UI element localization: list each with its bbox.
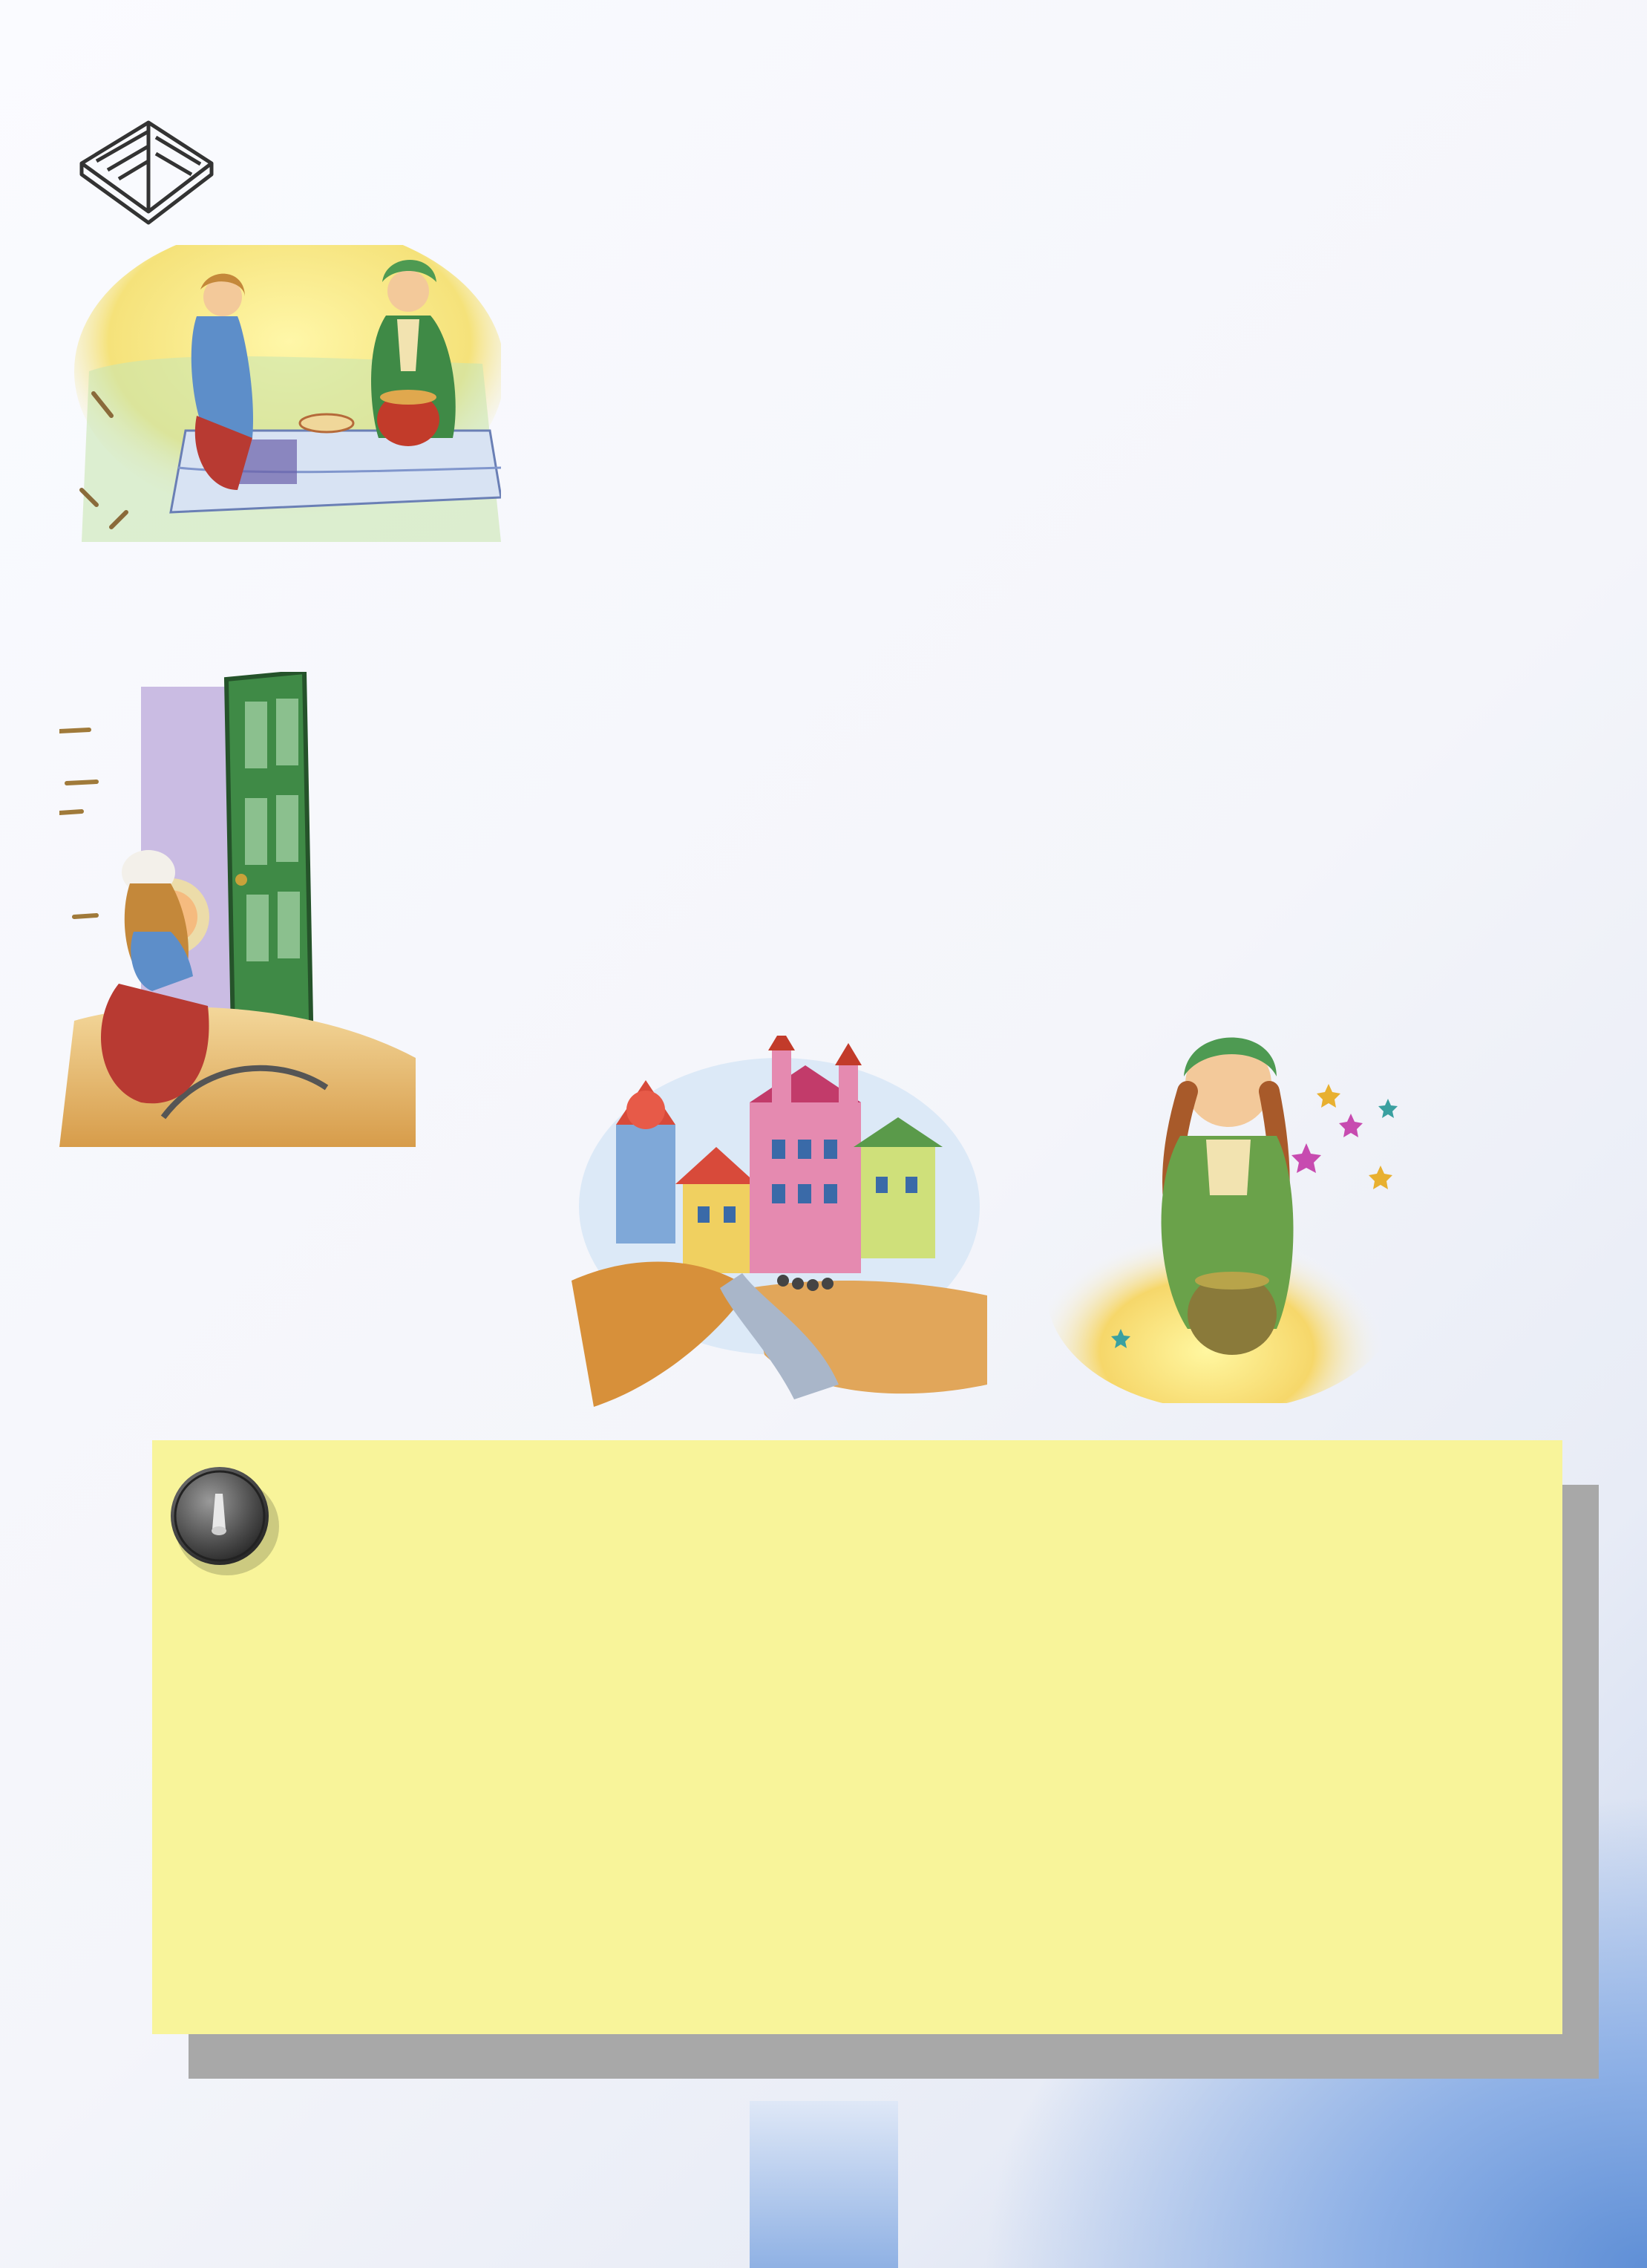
illustration-girl-at-door [59, 672, 416, 1147]
open-book-icon [67, 93, 223, 234]
page-number-strip [750, 2101, 898, 2268]
illustration-town-with-porridge [572, 1036, 987, 1414]
top-ornament-border [0, 108, 1647, 160]
illustration-woman-magic-pot [1039, 1017, 1455, 1403]
glossary-box [152, 1440, 1562, 2034]
illustration-kitchen-table [67, 245, 501, 542]
pushpin-icon [160, 1455, 283, 1578]
